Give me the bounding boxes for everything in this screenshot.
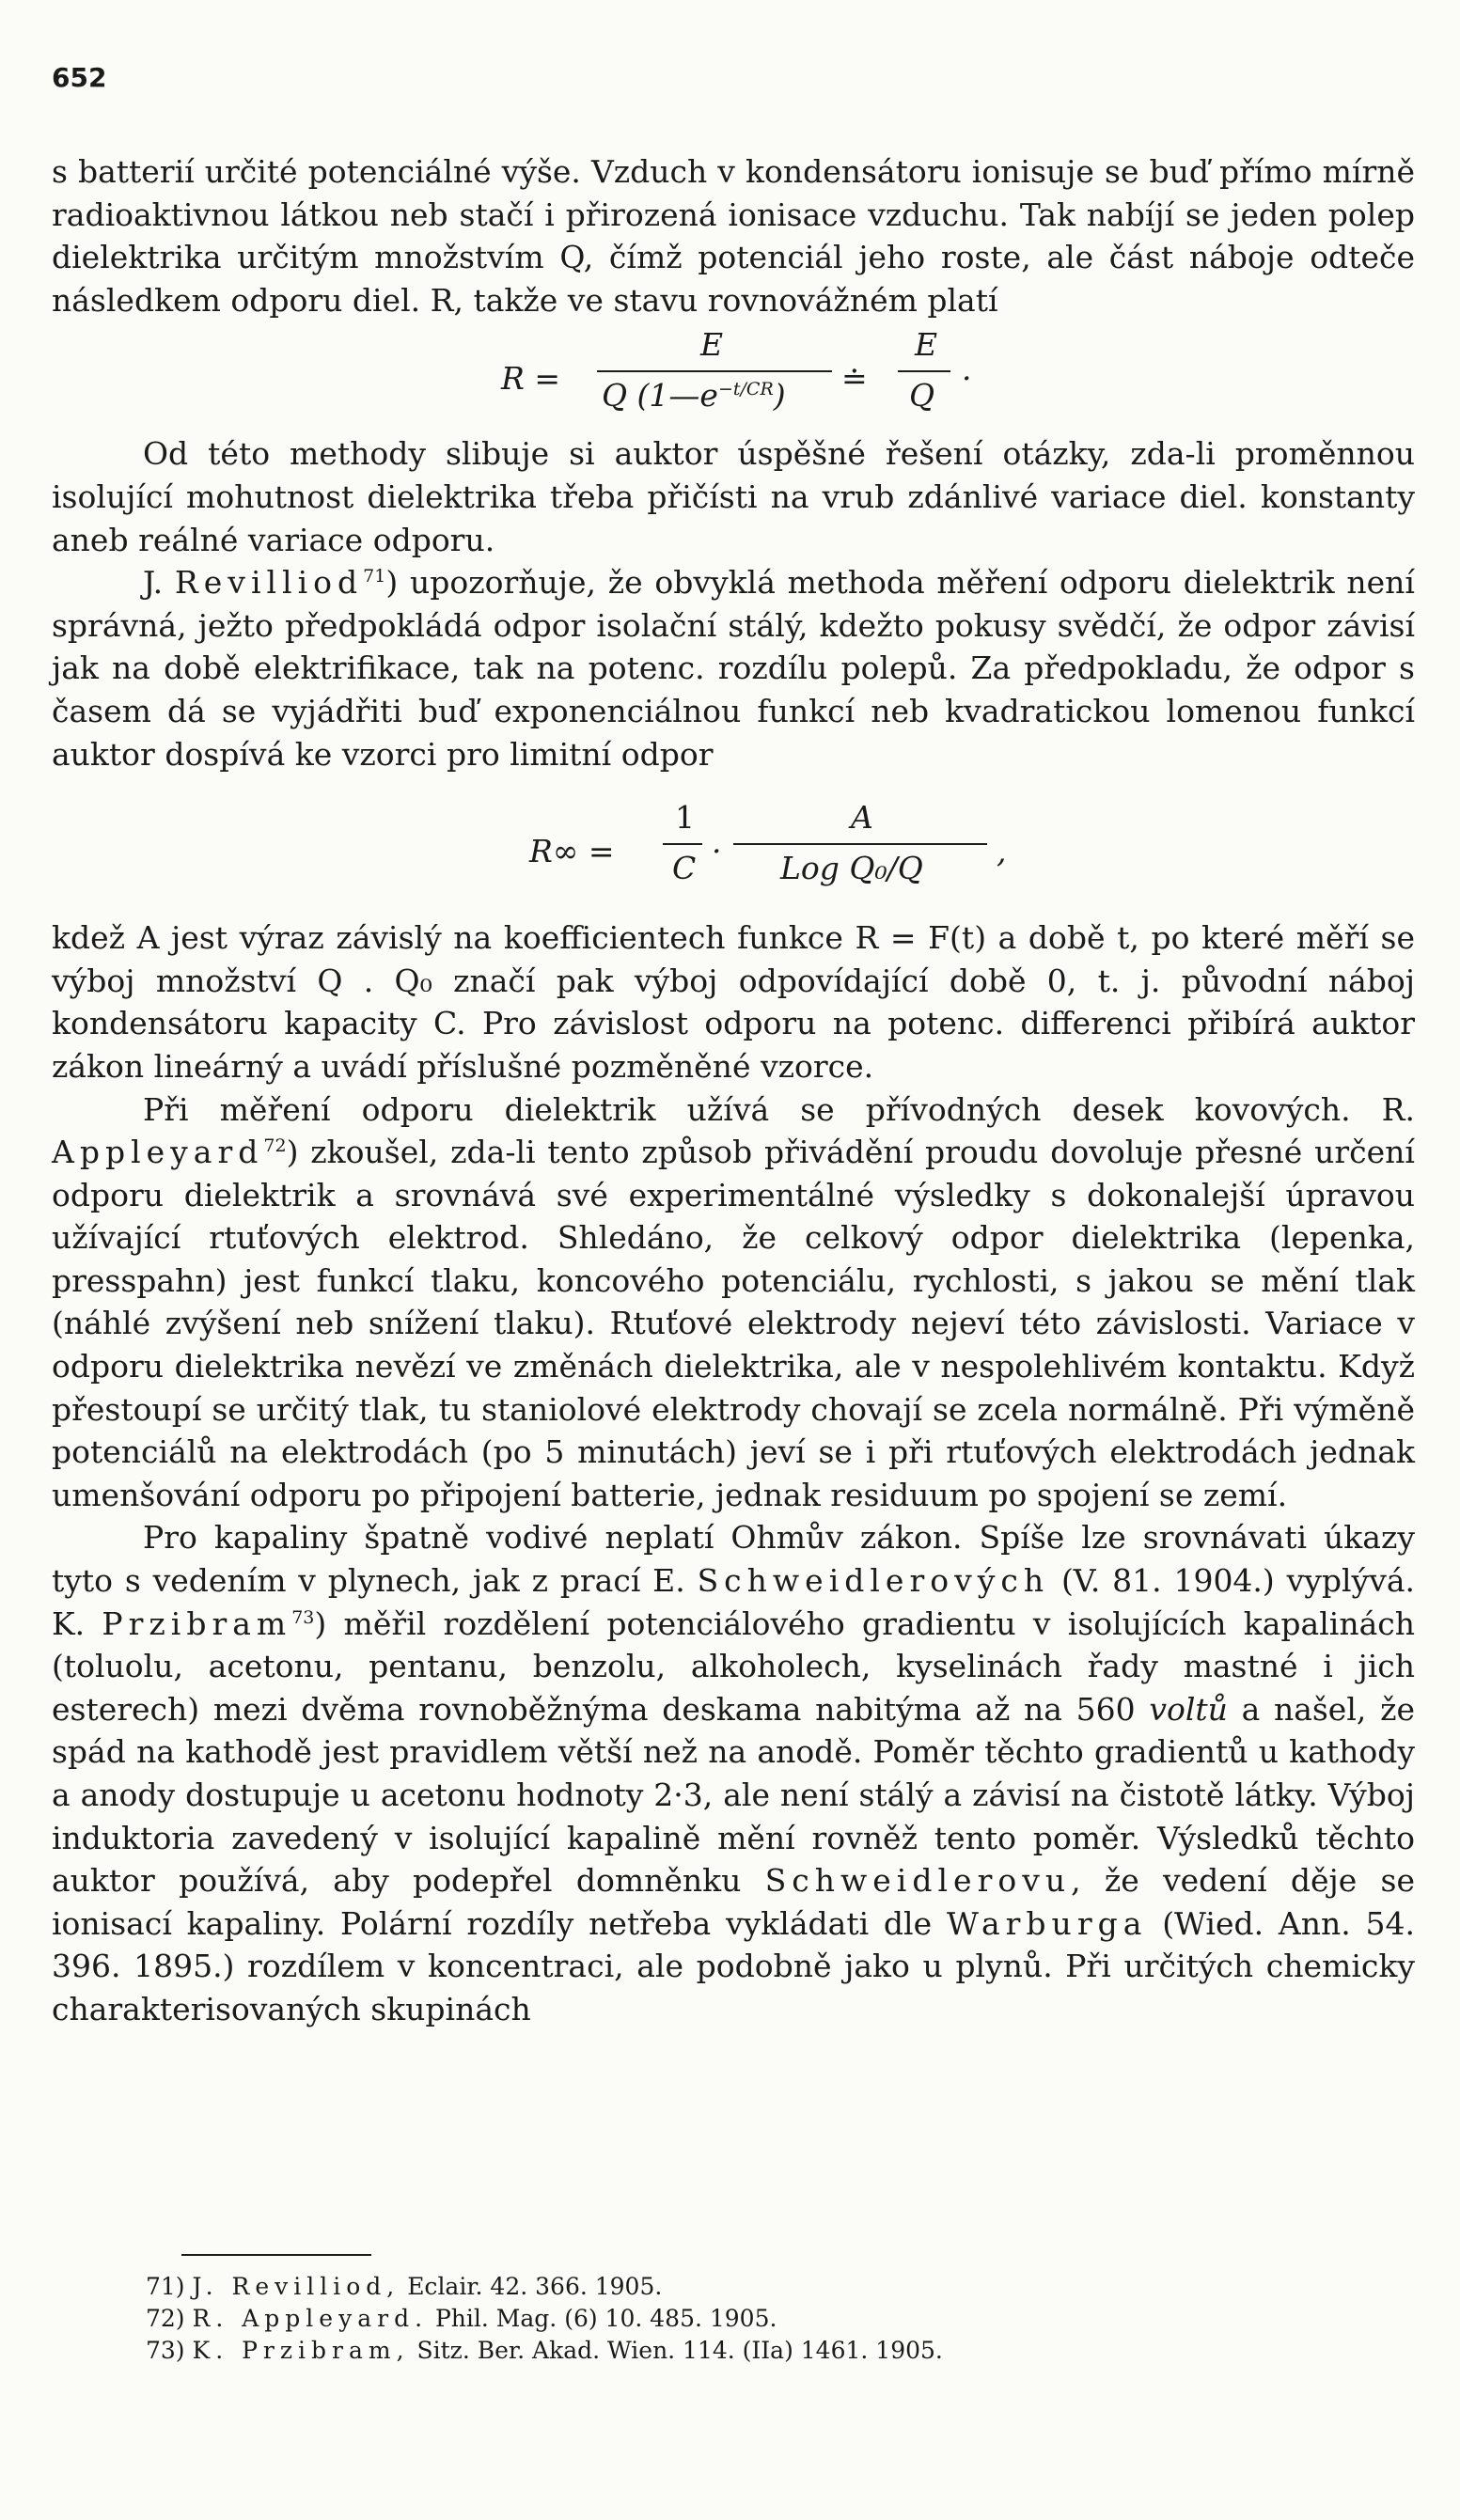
footnote-73: 73) K. Przibram, Sitz. Ber. Akad. Wien. 114. (IIa) 1461. 1905. bbox=[146, 2337, 943, 2364]
author-przibram: Przibram bbox=[102, 1604, 292, 1642]
eq2-end: , bbox=[997, 833, 1007, 870]
footnote-ref-71: 71 bbox=[363, 566, 386, 587]
paragraph-2: Od této methody slibuje si auktor úspěšné řešení otázky, zda-li proměnnou isolující mohutnost dielektrika třeba přičísti na vrub zdánlivé variace diel. konstanty aneb reálné variace odporu. bbox=[52, 435, 1415, 558]
eq2-fraction-bar-1 bbox=[663, 843, 702, 845]
author-appleyard: Appleyard bbox=[52, 1134, 264, 1171]
eq2-dot: · bbox=[712, 833, 722, 870]
eq1-end: · bbox=[962, 360, 972, 398]
equation-2 bbox=[52, 775, 1415, 916]
footnote-rule bbox=[181, 2254, 371, 2256]
eq1-numerator-1: E bbox=[700, 326, 724, 364]
author-schweidler-2: Schweidlerovu bbox=[764, 1862, 1072, 1900]
paragraph-3: J. Revilliod$^{71}$) upozorňuje, že obvyklá methoda měření odporu dielektrik není správná, ježto předpokládá odpor isolační stálý, kdežto pokusy svědčí, že odpor závisí jak na době elektrifikace, tak na potenc. rozdílu polepů. Za předpokladu, že odpor s časem dá se vyjádřiti buď exponenciálnou funkcí neb kvadratickou lomenou funkcí auktor dospívá ke vzorci pro limitní odpor bbox=[52, 564, 1415, 773]
footnote-71: 71) J. Revilliod, Eclair. 42. 366. 1905. bbox=[146, 2273, 663, 2300]
footnote-72: 72) R. Appleyard. Phil. Mag. (6) 10. 485. 1905. bbox=[146, 2305, 777, 2332]
eq2-numerator-1: 1 bbox=[675, 799, 695, 837]
eq1-denominator-2: Q bbox=[909, 377, 935, 415]
eq1-numerator-2: E bbox=[915, 326, 938, 364]
eq2-denominator-2: Log Q₀/Q bbox=[780, 850, 923, 887]
footnote-ref-73: 73 bbox=[291, 1606, 315, 1628]
author-revilliod: Revilliod bbox=[174, 564, 364, 602]
paragraph-1: s batterií určité potenciálné výše. Vzduch v kondensátoru ionisuje se buď přímo mírně radioaktivnou látkou neb stačí i přirozená ionisace vzduchu. Tak nabíjí se jeden polep dielektrika určitým množstvím Q, čímž potenciál jeho roste, ale část náboje odteče následkem odporu diel. R, takže ve stavu rovnovážném platí bbox=[52, 153, 1415, 319]
body-text bbox=[52, 150, 1415, 2031]
eq1-fraction-bar-1 bbox=[597, 370, 832, 372]
footnotes bbox=[146, 2271, 1368, 2367]
footnote-ref-72: 72 bbox=[263, 1135, 287, 1157]
page-number: 652 bbox=[52, 62, 107, 93]
eq2-fraction-bar-2 bbox=[733, 843, 987, 845]
paragraph-4: kdež A jest výraz závislý na koefficientech funkce R = F(t) a době t, po které měří se výboj množství Q . Q₀ značí pak výboj odpovídající době 0, t. j. původní náboj kondensátoru kapacity C. Pro závislost odporu na potenc. differenci přibírá auktor zákon lineárný a uvádí příslušné pozměněné vzorce. bbox=[52, 919, 1415, 1085]
paragraph-6: Pro kapaliny špatně vodivé neplatí Ohmův zákon. Spíše lze srovnávati úkazy tyto s vedením v plynech, jak z prací E. Schweidlerových (V. 81. 1904.) vyplývá. K. Przibram$^{73}$) měřil rozdělení potenciálového gradientu v isolujících kapalinách (toluolu, acetonu, pentanu, benzolu, alkoholech, kyselinách řady mastné i jich esterech) mezi dvěma rovnoběžnýma deskama nabitýma až na 560 voltů a našel, že spád na kathodě jest pravidlem větší než na anodě. Poměr těchto gradientů u kathody a anody dostupuje u acetonu hodnoty 2·3, ale není stálý a závisí na čistotě látky. Výboj induktoria zavedený v isolující kapalině mění rovněž tento poměr. Výsledků těchto auktor používá, aby podepřel domněnku Schweidlerovu, že vedení děje se ionisací kapaliny. Polární rozdíly netřeba vykládati dle Warburga (Wied. Ann. 54. 396. 1895.) rozdílem v koncentraci, ale podobně jako u plynů. Při určitých chemicky charakterisovaných skupinách bbox=[52, 1519, 1416, 2027]
eq1-denominator-1: Q $(1—e^{-t/CR})$ bbox=[602, 377, 786, 415]
author-schweidler-1: Schweidlerových bbox=[697, 1562, 1050, 1600]
eq1-approx: ≐ bbox=[841, 360, 868, 398]
paragraph-5: Při měření odporu dielektrik užívá se přívodných desek kovových. R. Appleyard$^{72}$) zkoušel, zda-li tento způsob přivádění proudu dovoluje přesné určení odporu dielektrik a srovnává své experimentálné výsledky s dokonalejší úpravou užívající rtuťových elektrod. Shledáno, že celkový odpor dielektrika (lepenka, presspahn) jest funkcí tlaku, koncového potenciálu, rychlosti, s jakou se mění tlak (náhlé zvýšení neb snížení tlaku). Rtuťové elektrody nejeví této závislosti. Variace v odporu dielektrika nevězí ve změnách dielektrika, ale v nespolehlivém kontaktu. Když přestoupí se určitý tlak, tu staniolové elektrody chovají se zcela normálně. Při výměně potenciálů na elektrodách (po 5 minutách) jeví se i při rtuťových elektrodách jednak umenšování odporu po připojení batterie, jednak residuum po spojení se zemí. bbox=[52, 1090, 1415, 1513]
author-warburg: Warburga bbox=[946, 1904, 1148, 1942]
eq1-lhs: R = bbox=[501, 360, 560, 398]
equation-1 bbox=[52, 321, 1415, 432]
eq2-denominator-1: C bbox=[672, 850, 697, 887]
eq2-lhs: R∞ = bbox=[529, 833, 615, 870]
eq1-fraction-bar-2 bbox=[898, 370, 950, 372]
eq2-numerator-2: A bbox=[851, 799, 873, 837]
